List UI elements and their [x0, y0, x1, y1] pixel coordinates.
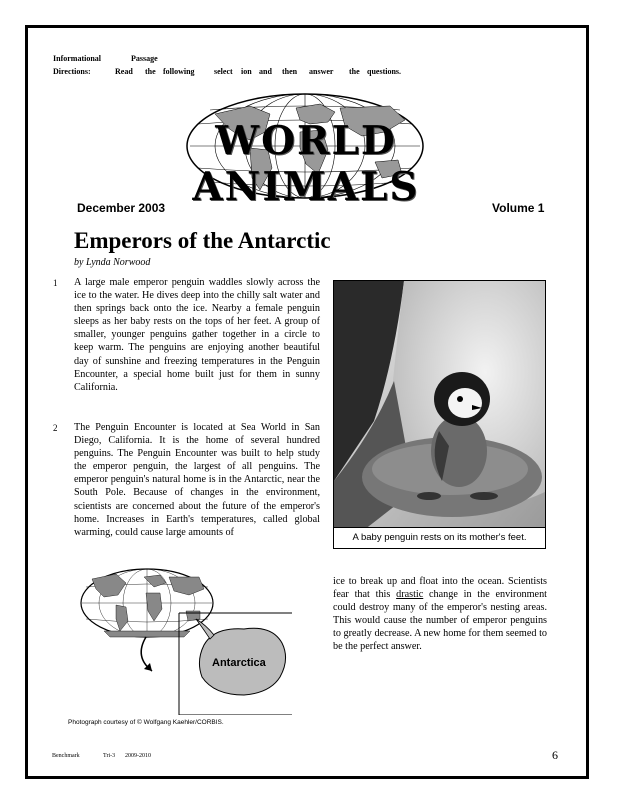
antarctica-label: Antarctica — [212, 657, 266, 669]
passage-type-label: Informational — [53, 54, 101, 63]
antarctica-map-graphic — [74, 565, 329, 715]
directions-word: the — [349, 67, 360, 76]
antarctica-map-inset — [74, 565, 329, 715]
footer-benchmark: Benchmark — [52, 753, 80, 759]
issue-date: December 2003 — [77, 201, 166, 215]
article-byline: by Lynda Norwood — [74, 257, 151, 268]
issue-volume: Volume 1 — [492, 201, 545, 215]
paragraph-number-1: 1 — [53, 278, 58, 288]
directions-word: and — [259, 67, 272, 76]
directions-word: select — [214, 67, 233, 76]
continued-text-a: ice to break up and float into the ocean. Scientists fear that this — [333, 576, 547, 601]
footer-year: 2009-2010 — [125, 753, 151, 759]
directions-word: Read — [115, 67, 133, 76]
continued-text-b: change in the environment could destroy many of the emperor's nesting areas. This would cause the number of emperor penguins to greatly decrease. A new home for them seemed to be the perfect answer. — [333, 589, 547, 653]
footer-trimester: Tri-3 — [103, 753, 116, 759]
directions-word: ion — [241, 67, 252, 76]
paragraph-2-continued — [333, 575, 547, 654]
page-number: 6 — [552, 748, 558, 762]
directions-word: following — [163, 67, 195, 76]
directions-word: questions. — [367, 67, 402, 76]
directions-word: answer — [309, 67, 334, 76]
penguin-photo-image — [334, 281, 546, 530]
photo-caption: A baby penguin rests on its mother's feet. — [334, 527, 545, 548]
newsletter-logo — [100, 92, 510, 210]
logo-text: WORLD ANIMALS — [192, 118, 420, 210]
directions-word: then — [282, 67, 298, 76]
article-title: Emperors of the Antarctic — [74, 228, 331, 253]
directions-word: the — [145, 67, 156, 76]
paragraph-2: The Penguin Encounter is located at Sea World in San Diego, California. It is the home of several hundred penguins. The Penguin Encounter was built to help study the emperor penguin, the largest of all penguins. The emperor penguin's natural home is in the Antarctic, near the South Pole. Because of changes in the environment, scientists are concerned about the future of the emperor's home. Increases in Earth's temperatures, called global warming, could cause large amounts of — [74, 422, 320, 538]
paragraph-1: A large male emperor penguin waddles slowly across the ice to the water. He dives deep into the chilly salt water and then springs back onto the ice. Nearby a female penguin sleeps as her baby rests on the tops of her feet. A group of smaller, younger penguins gather together in a circle to keep warm. The penguins are enjoying another beautiful day of sunshine and freezing temperatures in the Penguin Encounter, a special home built just for them in sunny California. — [74, 277, 320, 393]
directions-label: Directions: — [53, 67, 91, 76]
paragraph-number-2: 2 — [53, 423, 58, 433]
penguin-photo — [333, 280, 546, 549]
vocabulary-word-drastic: drastic — [396, 589, 424, 601]
photo-credit: Photograph courtesy of © Wolfgang Kaehler/CORBIS. — [68, 719, 224, 726]
passage-type-label-2: Passage — [131, 54, 158, 63]
